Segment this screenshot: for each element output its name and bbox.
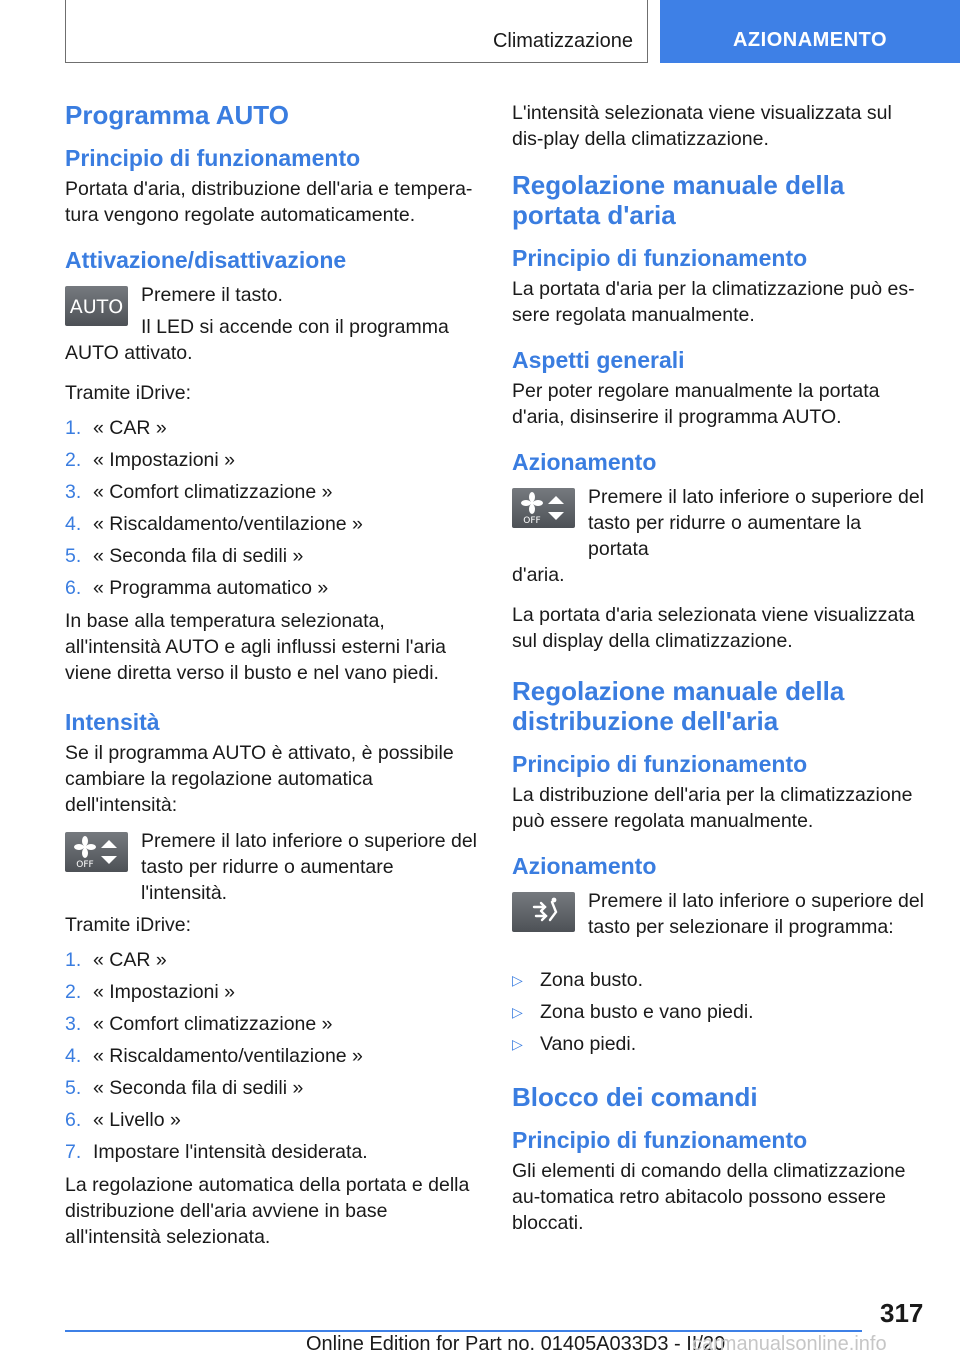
heading-dist-operation: Azionamento <box>512 853 657 879</box>
activation-line-1: Premere il tasto. <box>141 284 283 306</box>
flow-button-line-3: d'aria. <box>512 564 565 586</box>
header-section-box <box>65 0 648 63</box>
list-item: 1. « CAR » <box>65 949 167 971</box>
footer-rule <box>65 1330 862 1332</box>
list-item: 2. « Impostazioni » <box>65 981 235 1003</box>
text-flow-principle: La portata d'aria per la climatizzazione può es‐sere regolata manualmente. <box>512 278 915 326</box>
heading-lock-principle: Principio di funzionamento <box>512 1127 808 1153</box>
list-item: 6. « Livello » <box>65 1109 181 1131</box>
list-item: 5. « Seconda fila di sedili » <box>65 1077 304 1099</box>
list-item: ▷ Zona busto. <box>512 964 926 996</box>
list-item: 1. « CAR » <box>65 417 167 439</box>
list-item: 3. « Comfort climatizzazione » <box>65 481 333 503</box>
right-column <box>512 100 926 1236</box>
fan-rocker-icon <box>65 832 128 872</box>
list-item: 2. « Impostazioni » <box>65 449 235 471</box>
text-final: La regolazione automatica della portata e della distribuzione dell'aria avviene in base all'intensità selezionata. <box>65 1174 470 1248</box>
heading-activation: Attivazione/disattivazione <box>65 247 347 273</box>
list-item: 7. Impostare l'intensità desiderata. <box>65 1141 368 1163</box>
fan-rocker-icon <box>512 488 575 528</box>
heading-programma-auto: Programma AUTO <box>65 100 289 130</box>
auto-button-icon <box>65 286 128 326</box>
chapter-tab <box>660 0 960 63</box>
text-intensity-display: L'intensità selezionata viene visualizzata sul dis‐play della climatizzazione. <box>512 102 892 150</box>
triangle-bullet-icon: ▷ <box>512 1004 523 1020</box>
auto-icon-label: AUTO <box>69 296 124 318</box>
text-intensity: Se il programma AUTO è attivato, è possibile cambiare la regolazione automatica dell'intensità: <box>65 742 454 816</box>
off-icon-label: OFF <box>76 860 94 870</box>
heading-general: Aspetti generali <box>512 347 685 373</box>
list-item: 3. « Comfort climatizzazione » <box>65 1013 333 1035</box>
activation-line-2: Il LED si accende con il programma <box>141 316 449 338</box>
steps-list-1 <box>65 412 477 604</box>
text-dist-principle: La distribuzione dell'aria per la climatizzazione può essere regolata manualmente. <box>512 784 913 832</box>
list-item: ▷ Zona busto e vano piedi. <box>512 996 926 1028</box>
list-item: ▷ Vano piedi. <box>512 1028 926 1060</box>
intensity-button-block <box>65 828 477 906</box>
text-auto-distribution: In base alla temperatura selezionata, all'intensità AUTO e agli influssi esterni l'aria viene diretta verso il busto e nel vano piedi. <box>65 610 447 684</box>
off-icon-label: OFF <box>523 516 541 526</box>
flow-button-line-2: tasto per ridurre o aumentare la portata <box>588 512 862 560</box>
heading-controls-lock: Blocco dei comandi <box>512 1082 758 1112</box>
idrive-label-2: Tramite iDrive: <box>65 914 192 936</box>
left-column <box>65 100 477 1250</box>
triangle-bullet-icon: ▷ <box>512 972 523 988</box>
distribution-button-text: Premere il lato inferiore o superiore del tasto per selezionare il programma: <box>588 890 924 938</box>
distribution-options-list <box>512 964 926 1060</box>
list-item: 4. « Riscaldamento/ventilazione » <box>65 513 363 535</box>
footer-edition: Online Edition for Part no. 01405A033D3 - II/20 <box>306 1333 726 1355</box>
distribution-button-block <box>512 888 926 958</box>
list-item: 6. « Programma automatico » <box>65 577 329 599</box>
section-title: Climatizzazione <box>492 30 633 52</box>
heading-manual-flow: Regolazione manuale della portata d'aria <box>512 170 845 230</box>
flow-button-line-1: Premere il lato inferiore o superiore del <box>588 486 924 508</box>
heading-dist-principle: Principio di funzionamento <box>512 751 808 777</box>
footer-watermark: carmanualsonline.info <box>692 1333 887 1355</box>
triangle-bullet-icon: ▷ <box>512 1036 523 1052</box>
page-number: 317 <box>880 1298 924 1328</box>
text-lock: Gli elementi di comando della climatizzazione au‐tomatica retro abitacolo possono essere bloccati. <box>512 1160 906 1234</box>
intensity-button-text: Premere il lato inferiore o superiore del tasto per ridurre o aumentare l'intensità. <box>141 830 477 904</box>
heading-principle: Principio di funzionamento <box>65 145 361 171</box>
activation-line-3: AUTO attivato. <box>65 342 193 364</box>
text-principle: Portata d'aria, distribuzione dell'aria e tempera‐tura vengono regolate automaticamente. <box>65 178 473 226</box>
auto-button-block <box>65 282 477 366</box>
heading-intensity: Intensità <box>65 709 160 735</box>
steps-list-2 <box>65 944 477 1168</box>
list-item: 5. « Seconda fila di sedili » <box>65 545 304 567</box>
air-distribution-icon <box>512 892 575 932</box>
heading-flow-principle: Principio di funzionamento <box>512 245 808 271</box>
chapter-tab-label: AZIONAMENTO <box>732 29 887 51</box>
heading-manual-distribution: Regolazione manuale della distribuzione dell'aria <box>512 676 845 736</box>
idrive-label: Tramite iDrive: <box>65 382 192 404</box>
heading-operation: Azionamento <box>512 449 657 475</box>
list-item: 4. « Riscaldamento/ventilazione » <box>65 1045 363 1067</box>
flow-button-block <box>512 484 926 588</box>
text-general: Per poter regolare manualmente la portata d'aria, disinserire il programma AUTO. <box>512 380 880 428</box>
text-flow-display: La portata d'aria selezionata viene visualizzata sul display della climatizzazione. <box>512 604 915 652</box>
